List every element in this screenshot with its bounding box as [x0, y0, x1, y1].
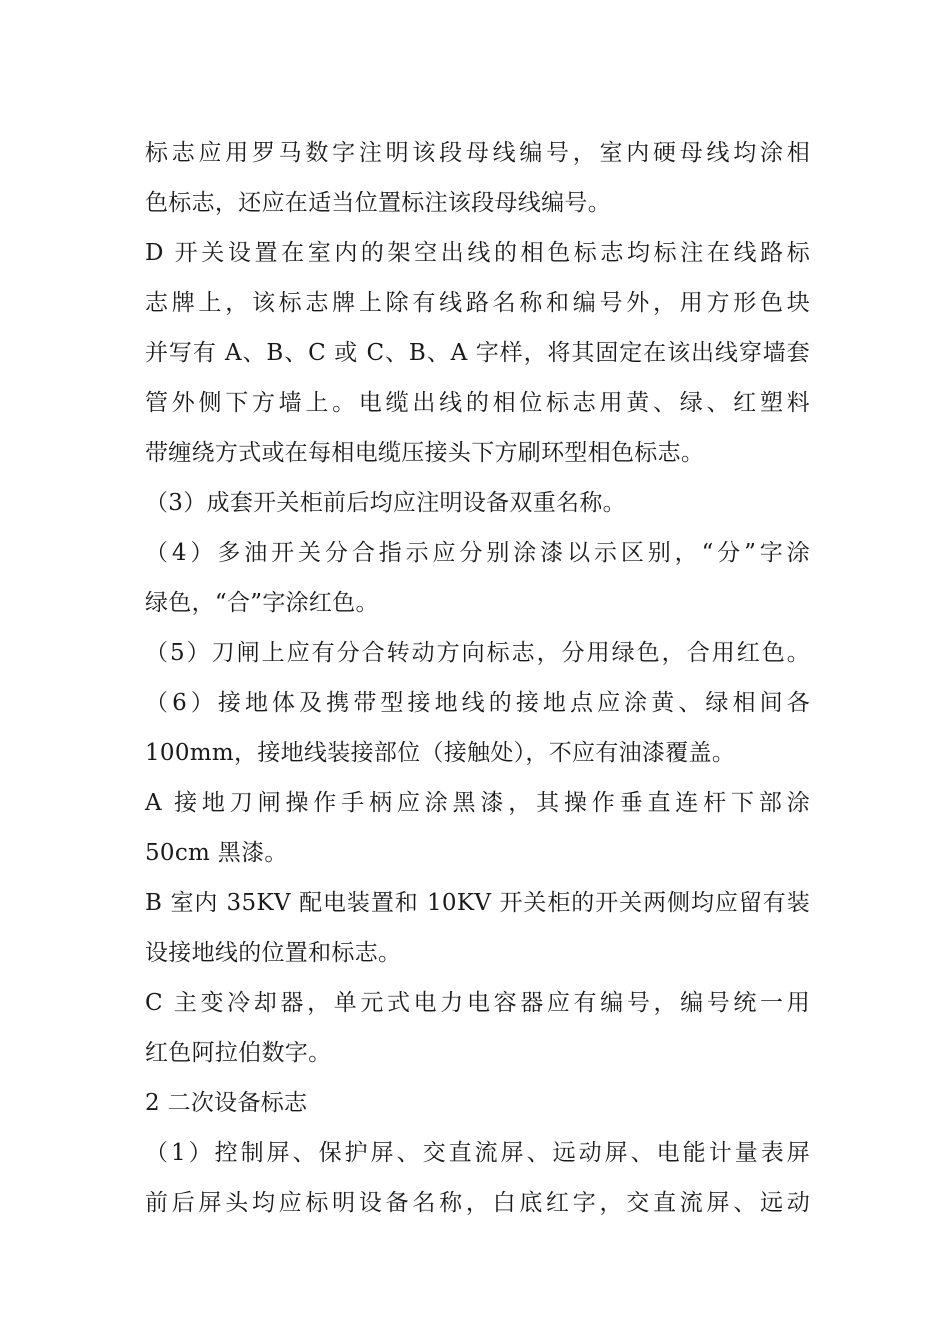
- text-line-18: C 主变冷却器，单元式电力电容器应有编号，编号统一用: [145, 990, 810, 1016]
- text-line-12: （6）接地体及携带型接地线的接地点应涂黄、绿相间各: [145, 690, 810, 716]
- text-line-10: 绿色，“合”字涂红色。: [145, 590, 379, 616]
- text-line-20: 2 二次设备标志: [145, 1090, 308, 1116]
- text-line-11: （5）刀闸上应有分合转动方向标志，分用绿色，合用红色。: [145, 640, 810, 666]
- text-line-9: （4）多油开关分合指示应分别涂漆以示区别，“分”字涂: [145, 540, 810, 566]
- text-line-15: 50cm 黑漆。: [145, 840, 288, 866]
- text-line-1: 标志应用罗马数字注明该段母线编号，室内硬母线均涂相: [145, 140, 810, 166]
- text-line-3: D 开关设置在室内的架空出线的相色标志均标注在线路标: [145, 240, 810, 266]
- text-line-19: 红色阿拉伯数字。: [145, 1040, 332, 1066]
- text-line-22: 前后屏头均应标明设备名称，白底红字，交直流屏、远动: [145, 1190, 810, 1216]
- text-line-8: （3）成套开关柜前后均应注明设备双重名称。: [145, 490, 626, 516]
- text-line-17: 设接地线的位置和标志。: [145, 940, 402, 966]
- text-line-16: B 室内 35KV 配电装置和 10KV 开关柜的开关两侧均应留有装: [145, 890, 810, 916]
- text-line-14: A 接地刀闸操作手柄应涂黑漆，其操作垂直连杆下部涂: [145, 790, 810, 816]
- document-body: [145, 128, 810, 1228]
- text-line-6: 管外侧下方墙上。电缆出线的相位标志用黄、绿、红塑料: [145, 390, 810, 416]
- text-line-13: 100mm，接地线装接部位（接触处），不应有油漆覆盖。: [145, 740, 736, 766]
- text-line-2: 色标志，还应在适当位置标注该段母线编号。: [145, 190, 611, 216]
- text-line-21: （1）控制屏、保护屏、交直流屏、远动屏、电能计量表屏: [145, 1140, 810, 1166]
- text-line-7: 带缠绕方式或在每相电缆压接头下方刷环型相色标志。: [145, 440, 705, 466]
- text-line-4: 志牌上，该标志牌上除有线路名称和编号外，用方形色块: [145, 290, 810, 316]
- text-line-5: 并写有 A、B、C 或 C、B、A 字样，将其固定在该出线穿墙套: [145, 340, 810, 366]
